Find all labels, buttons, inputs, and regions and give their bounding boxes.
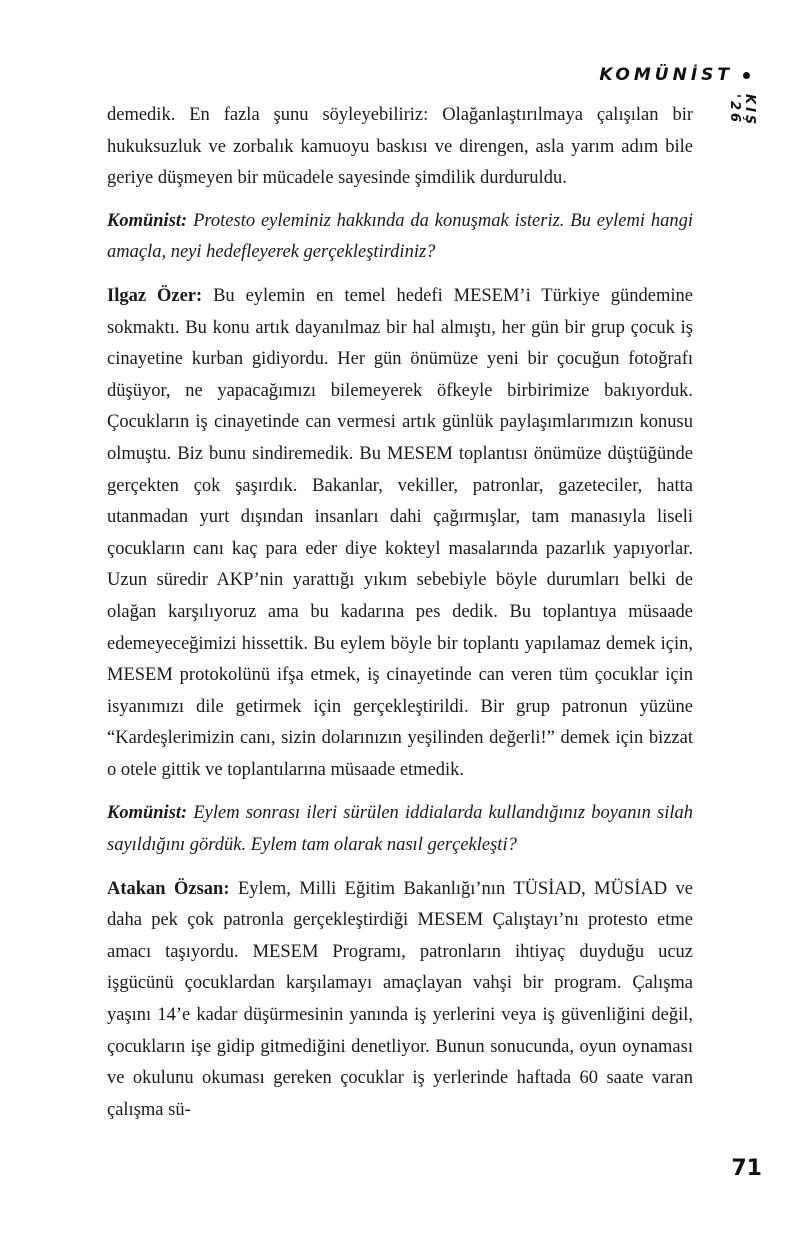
issue-label	[727, 94, 757, 164]
interview-answer	[107, 874, 693, 1127]
interview-answer	[107, 281, 693, 787]
paragraph-text: demedik. En fazla şunu söyleyebiliriz: Olağanlaştırılmaya çalışılan bir hukuksuzluk ve zorbalık kamuoyu baskısı ve direngen, asla yarım adım bile geriye düşmeyen bir mücadele sayesinde şimdilik durduruldu.	[107, 105, 693, 189]
answer-text: Eylem, Milli Eğitim Bakanlığı’nın TÜSİAD, MÜSİAD ve daha pek çok patronla gerçekleştirdiği MESEM Çalıştayı’nı protesto etme amacı taşıyordu. MESEM Programı, patronların ihtiyaç duyduğu ucuz işgücünü çocuklardan karşılamayı amaçlayan vahşi bir program. Çalışma yaşını 14’e kadar düşürmesinin yanında iş yerlerini veya iş güvenliğini değil, çocukların işe gidip gitmediğini denetliyor. Bunun sonucunda, oyun oynaması ve okulunu okuması gereken çocuklar iş yerlerinde haftada 60 saate varan çalışma sü-	[107, 878, 693, 1120]
running-header	[560, 60, 750, 90]
bullet-dot-icon	[743, 72, 750, 79]
question-label: Komünist:	[107, 210, 188, 231]
question-text: Protesto eyleminiz hakkında da konuşmak isteriz. Bu eylemi hangi amaçla, neyi hedefleyerek gerçekleştirdiniz?	[107, 210, 694, 263]
journal-title: KOMÜNİST	[599, 65, 733, 85]
question-text: Eylem sonrası ileri sürülen iddialarda kullandığınız boyanın silah sayıldığını gördük. Eylem tam olarak nasıl gerçekleşti?	[107, 803, 693, 856]
answer-text: Bu eylemin en temel hedefi MESEM’i Türkiye gündemine sokmaktı. Bu konu artık dayanılmaz bir hal almıştı, her gün bir grup çocuk iş cinayetine kurban gidiyordu. Her gün önümüze yeni bir çocuğun fotoğrafı düşüyor, ne yapacağımızı bilemeyerek öfkeyle birbirimize bakıyorduk. Çocukların iş cinayetinde can vermesi artık günlük paylaşımlarımızın konusu olmuştu. Biz bunu sindiremedik. Bu MESEM toplantısı önümüze düştüğünde gerçekten çok şaşırdık. Bakanlar, vekiller, patronlar, gazeteciler, hatta utanmadan yurt dışından insanları dahi çağırmışlar, tam manasıyla liseli çocukların canı kaç para eder diye kokteyl masalarında pazarlık yapıyorlar. Uzun süredir AKP’nin yarattığı yıkım sebebiyle böyle durumları belki de olağan karşılıyoruz ama bu kadarına pes dedik. Bu toplantıya müsaade edemeyeceğimizi hissettik. Bu eylem böyle bir toplantı yapılamaz demek için, MESEM protokolünü ifşa etmek, iş cinayetinde can veren tüm çocuklar için isyanımızı dile getirmek için gerçekleştirildi. Bir grup patronun yüzüne “Kardeşlerimizin canı, sizin dolarınızın yeşilinden değerli!” demek için bizzat o otele gittik ve toplantılarına müsaade etmedik.	[107, 285, 693, 780]
article-body	[107, 100, 693, 1138]
paragraph-continuation	[107, 100, 693, 195]
question-label: Komünist:	[107, 803, 188, 824]
issue-label-text: KIŞ '26	[727, 94, 757, 128]
interview-question	[107, 798, 693, 861]
interview-question	[107, 206, 693, 269]
page-number: 71	[731, 1156, 762, 1181]
speaker-name: Atakan Özsan:	[107, 878, 230, 899]
speaker-name: Ilgaz Özer:	[107, 285, 203, 306]
